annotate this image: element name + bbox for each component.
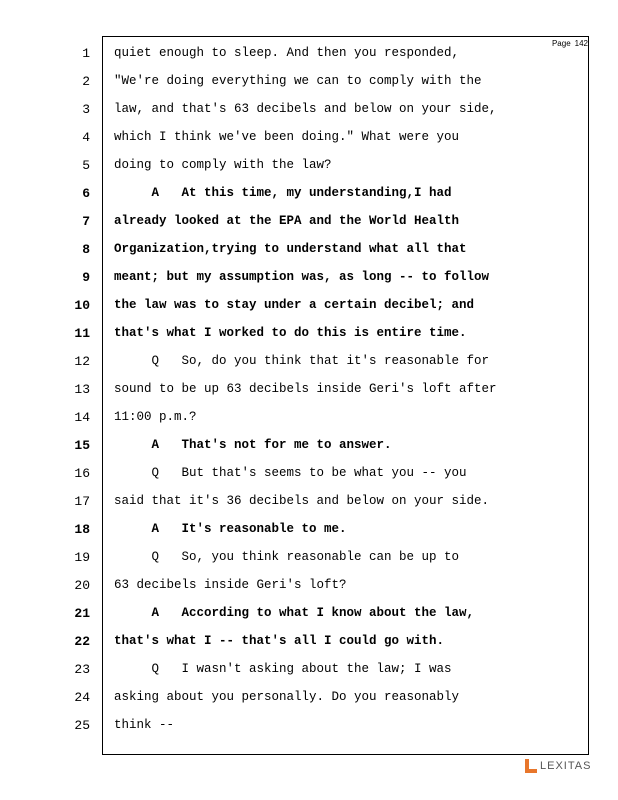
line-text: A At this time, my understanding,I had (114, 186, 452, 200)
line-number: 22 (74, 634, 90, 649)
line-text: asking about you personally. Do you reasonably (114, 690, 460, 704)
line-text: the law was to stay under a certain decibel; and (114, 298, 475, 312)
line-number: 3 (82, 102, 90, 117)
line-text: A That's not for me to answer. (114, 438, 392, 452)
line-number: 8 (82, 242, 90, 257)
line-text: that's what I worked to do this is entire time. (114, 326, 467, 340)
line-text: A It's reasonable to me. (114, 522, 347, 536)
line-number: 17 (74, 494, 90, 509)
line-number: 5 (82, 158, 90, 173)
page-label-text: Page (551, 39, 571, 48)
line-number: 1 (82, 46, 90, 61)
line-number: 4 (82, 130, 90, 145)
line-text: Q I wasn't asking about the law; I was (114, 662, 452, 676)
line-number: 16 (74, 466, 90, 481)
line-text: Q But that's seems to be what you -- you (114, 466, 467, 480)
line-number: 2 (82, 74, 90, 89)
line-text: that's what I -- that's all I could go with. (114, 634, 445, 648)
line-number: 21 (74, 606, 90, 621)
lexitas-logo-text: LEXITAS (540, 760, 592, 772)
line-number: 23 (74, 662, 90, 677)
line-number: 7 (82, 214, 90, 229)
line-text: said that it's 36 decibels and below on your side. (114, 494, 490, 508)
line-number: 13 (74, 382, 90, 397)
page-number: 142 (574, 39, 588, 48)
line-text: 11:00 p.m.? (114, 410, 197, 424)
line-text: 63 decibels inside Geri's loft? (114, 578, 347, 592)
line-number: 18 (74, 522, 90, 537)
line-number: 12 (74, 354, 90, 369)
line-number: 24 (74, 690, 90, 705)
line-text: A According to what I know about the law, (114, 606, 475, 620)
line-number: 6 (82, 186, 90, 201)
line-number: 10 (74, 298, 90, 313)
line-text: doing to comply with the law? (114, 158, 332, 172)
line-number: 14 (74, 410, 90, 425)
page-number-label (468, 39, 588, 48)
line-text: Organization,trying to understand what all that (114, 242, 467, 256)
lexitas-logo (525, 757, 591, 775)
line-number: 11 (74, 326, 90, 341)
line-number: 25 (74, 718, 90, 733)
line-number: 15 (74, 438, 90, 453)
line-number: 20 (74, 578, 90, 593)
line-text: law, and that's 63 decibels and below on your side, (114, 102, 497, 116)
lexitas-logo-mark-icon (525, 759, 537, 773)
line-text: sound to be up 63 decibels inside Geri's loft after (114, 382, 497, 396)
line-number: 19 (74, 550, 90, 565)
line-text: think -- (114, 718, 175, 732)
line-text: Q So, do you think that it's reasonable for (114, 354, 490, 368)
line-text: already looked at the EPA and the World Health (114, 214, 460, 228)
line-text: Q So, you think reasonable can be up to (114, 550, 460, 564)
line-text: meant; but my assumption was, as long -- to follow (114, 270, 490, 284)
line-number: 9 (82, 270, 90, 285)
line-text: quiet enough to sleep. And then you responded, (114, 46, 460, 60)
line-text: which I think we've been doing." What were you (114, 130, 460, 144)
line-text: "We're doing everything we can to comply with the (114, 74, 482, 88)
